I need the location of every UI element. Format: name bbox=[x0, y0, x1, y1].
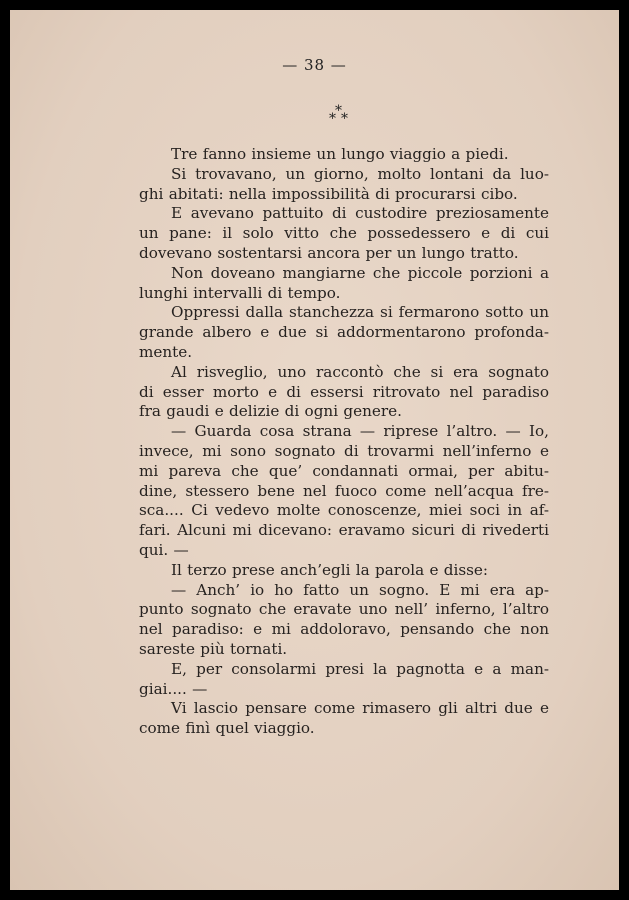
text-line: Vi lascio pensare come rimasero gli altri due e bbox=[171, 699, 549, 718]
text-line: nel paradiso: e mi addoloravo, pensando che non bbox=[139, 620, 549, 639]
text-line: E avevano pattuito di custodire preziosamente bbox=[171, 204, 549, 223]
text-line: di esser morto e di essersi ritrovato nel paradiso bbox=[139, 382, 549, 401]
text-line: Si trovavano, un giorno, molto lontani da luo- bbox=[171, 164, 549, 183]
text-line: fra gaudi e delizie di ogni genere. bbox=[139, 402, 402, 421]
text-line: Oppressi dalla stanchezza si fermarono sotto un bbox=[171, 303, 549, 322]
asterism-star-top: * bbox=[335, 103, 342, 119]
text-line: grande albero e due si addormentarono profonda- bbox=[139, 323, 549, 342]
asterism-star-left: * bbox=[329, 111, 336, 127]
text-line: Non doveano mangiarne che piccole porzioni a bbox=[171, 263, 549, 282]
text-line: sca.... Ci vedevo molte conoscenze, miei soci in af- bbox=[139, 501, 549, 520]
asterism-ornament bbox=[326, 104, 354, 132]
text-line: dovevano sostentarsi ancora per un lungo tratto. bbox=[139, 243, 519, 262]
text-line: E, per consolarmi presi la pagnotta e a man- bbox=[171, 659, 549, 678]
text-line: giai.... — bbox=[139, 679, 208, 698]
text-line: — Guarda cosa strana — riprese l’altro. — Io, bbox=[171, 422, 549, 441]
text-line: ghi abitati: nella impossibilità di procurarsi cibo. bbox=[139, 184, 518, 203]
text-line: sareste più tornati. bbox=[139, 639, 288, 658]
text-line: come finì quel viaggio. bbox=[139, 719, 315, 738]
text-line: fari. Alcuni mi dicevano: eravamo sicuri di rivederti bbox=[139, 521, 549, 540]
text-line: invece, mi sono sognato di trovarmi nell’inferno e bbox=[139, 441, 549, 460]
book-page bbox=[10, 10, 619, 890]
asterism-star-right: * bbox=[341, 111, 348, 127]
text-line: mi pareva che que’ condannati ormai, per abitu- bbox=[139, 461, 549, 480]
text-line: punto sognato che eravate uno nell’ inferno, l’altro bbox=[139, 600, 549, 619]
text-line: Il terzo prese anch’egli la parola e disse: bbox=[171, 560, 489, 579]
text-line: un pane: il solo vitto che possedessero e di cui bbox=[139, 224, 549, 243]
page-number: — 38 — bbox=[282, 56, 347, 74]
text-line: qui. — bbox=[139, 540, 189, 559]
text-line: mente. bbox=[139, 342, 193, 361]
text-line: Tre fanno insieme un lungo viaggio a piedi. bbox=[171, 145, 509, 163]
text-line: — Anch’ io ho fatto un sogno. E mi era ap- bbox=[171, 580, 549, 599]
text-line: lunghi intervalli di tempo. bbox=[139, 283, 341, 302]
text-line: Al risveglio, uno raccontò che si era sognato bbox=[171, 362, 549, 381]
story-text bbox=[139, 145, 549, 739]
text-line: dine, stessero bene nel fuoco come nell’acqua fre- bbox=[139, 481, 549, 500]
